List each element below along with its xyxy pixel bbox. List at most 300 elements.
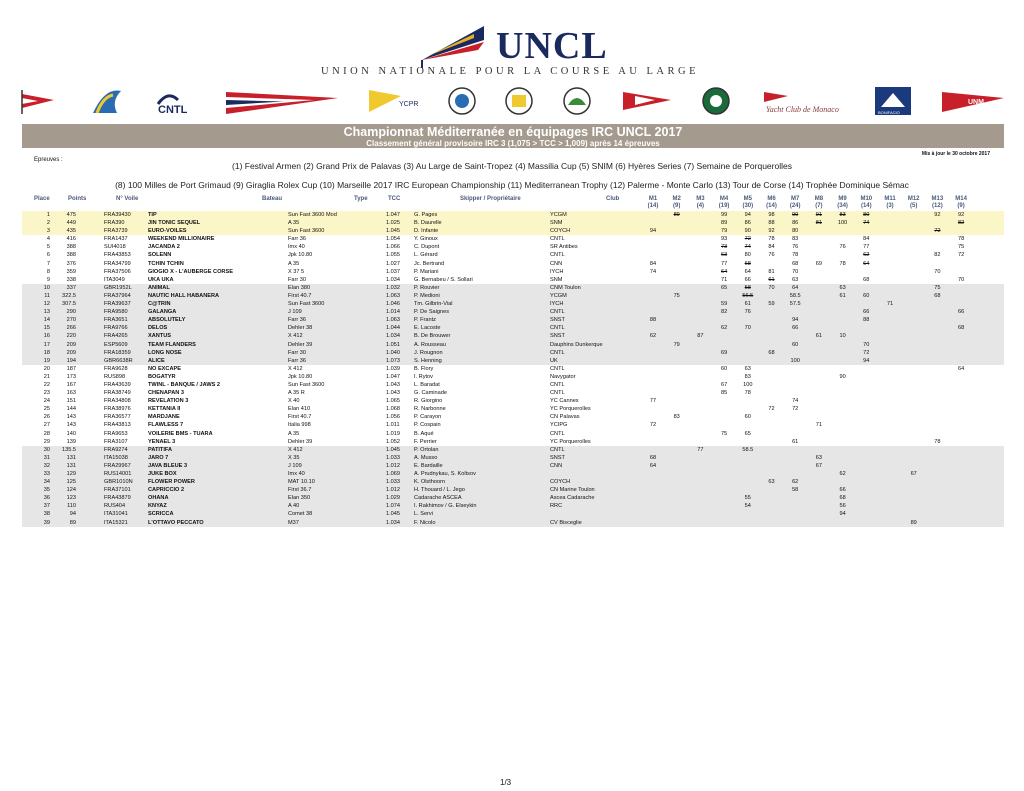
cell-points: 187 [66, 365, 76, 372]
cell-boat: DELOS [148, 325, 168, 332]
cell-sail: FRA9580 [104, 309, 128, 316]
cell-race-score: 64 [863, 260, 870, 267]
table-row [22, 324, 1004, 332]
cell-place: 32 [43, 462, 50, 469]
cell-race-score: 82 [720, 309, 728, 316]
cell-race-score: 72 [863, 349, 870, 356]
cell-race-score: 64 [792, 284, 799, 291]
cell-race-score: 77 [649, 398, 657, 405]
cell-sail: FRA29967 [104, 462, 131, 469]
cell-type: Elan 410 [288, 406, 311, 413]
cell-race-score: 80 [792, 228, 799, 235]
cell-skipper: P. Cospain [414, 422, 441, 429]
cell-type: Imx 40 [288, 471, 305, 477]
championship-title: Championnat Méditerranée en équipages IRC UNCL 2017 [343, 125, 683, 139]
cell-race-score: 63 [720, 252, 728, 259]
cell-type: Sun Fast 3600 [288, 228, 325, 235]
table-row [22, 235, 1004, 243]
cell-race-score: 55 [744, 495, 751, 502]
cell-race-score: 78 [934, 438, 941, 445]
cell-sail: FRA39430 [104, 212, 131, 218]
cell-club: IYCH [550, 301, 564, 308]
cell-boat: TWINL - BANQUE / JAWS 2 [148, 381, 220, 388]
cell-tcc: 1.039 [386, 365, 400, 372]
cell-race-score: 62 [720, 325, 728, 332]
cell-place: 3 [46, 228, 50, 235]
organisation-name: UNION NATIONALE POUR LA COURSE AU LARGE [321, 66, 699, 77]
cell-type: A 35 [288, 430, 300, 437]
cell-skipper: P. De Saignes [414, 309, 450, 316]
cell-tcc: 1.045 [386, 446, 400, 453]
cell-type: X 412 [288, 446, 303, 453]
table-row [22, 519, 1004, 527]
cell-points: 435 [66, 228, 76, 235]
cell-type: X 412 [288, 333, 303, 340]
cell-race-score: 72 [744, 236, 751, 243]
cell-sail: ITA3049 [104, 276, 125, 283]
cell-club: COYCH [550, 228, 571, 235]
cell-type: Farr 36 [288, 357, 307, 364]
cell-tcc: 1.034 [386, 276, 400, 283]
col-race-5 [738, 196, 758, 210]
cell-sail: ITA15321 [104, 519, 128, 526]
race-label: M11 [884, 196, 896, 202]
cell-race-score: 78 [768, 236, 775, 243]
table-row [22, 357, 1004, 365]
cell-sail: RUS898 [104, 373, 126, 380]
table-row [22, 397, 1004, 405]
race-entry-count: (30) [742, 203, 754, 209]
cell-race-score: 63 [744, 365, 751, 372]
cell-type: First 40.7 [288, 292, 312, 299]
cell-skipper: F. Perrier [414, 438, 437, 445]
cell-boat: ALICE [148, 357, 165, 364]
epreuves-label: Epreuves : [34, 157, 63, 163]
cell-race-score: 64 [744, 268, 751, 275]
yacht-club-sail-icon [83, 86, 127, 116]
cell-sail: FRA4265 [104, 333, 128, 340]
cell-race-score: 72 [792, 406, 799, 413]
cell-sail: FRA1437 [104, 236, 128, 243]
cell-tcc: 1.069 [386, 471, 400, 477]
cell-skipper: P. Ortolan [414, 446, 439, 453]
cell-skipper: K. Olsthoorn [414, 479, 446, 486]
cell-race-score: 58 [792, 487, 799, 494]
cell-points: 359 [66, 268, 76, 275]
col-sail: N° Voile [116, 196, 139, 202]
cell-boat: GALANGA [148, 309, 177, 316]
race-entry-count: (34) [837, 203, 848, 209]
flag-stripes-icon [224, 86, 340, 116]
cell-race-score: 77 [697, 446, 704, 453]
cell-boat: ABSOLUTELY [148, 317, 186, 324]
cell-boat: ANIMAL [148, 284, 170, 291]
seal-1-icon [446, 86, 478, 116]
cell-race-score: 78 [839, 260, 846, 267]
cell-race-score: 68 [957, 325, 965, 332]
cell-race-score: 90 [744, 228, 751, 235]
cell-boat: TCHIN TCHIN [148, 260, 184, 267]
table-row [22, 478, 1004, 486]
cell-club: CNN [550, 462, 563, 469]
col-skipper: Skipper / Propriétaire [460, 196, 521, 202]
race-label: M12 [907, 196, 920, 202]
cell-sail: FRA34799 [104, 260, 131, 267]
cell-skipper: A. Musso [414, 454, 438, 461]
cell-skipper: L. Baradat [414, 381, 440, 388]
race-entry-count: (14) [860, 203, 872, 209]
race-entry-count: (5) [910, 203, 918, 209]
cell-club: CN Marine Toulon [550, 487, 595, 494]
cell-skipper: P. Frantz [414, 317, 436, 324]
cell-race-score: 66 [792, 325, 799, 332]
cell-race-score: 56 [839, 503, 846, 510]
cell-race-score: 92 [768, 228, 775, 235]
table-row [22, 292, 1004, 300]
cell-place: 22 [43, 381, 50, 388]
cell-race-score: 83 [839, 212, 846, 218]
cell-skipper: L. Servi [414, 511, 433, 518]
cell-race-score: 83 [744, 373, 751, 380]
seal-2-icon [503, 86, 535, 116]
cell-race-score: 67 [720, 381, 728, 388]
cell-race-score: 70 [768, 284, 775, 291]
cell-race-score: 74 [863, 220, 870, 227]
table-row [22, 430, 1004, 438]
cell-boat: UKA UKA [148, 276, 174, 283]
cell-race-score: 65 [720, 284, 728, 291]
cell-club: CNM Toulon [550, 284, 581, 291]
svg-text:BONIFACIO: BONIFACIO [878, 110, 900, 115]
cell-boat: EURO-VOILES [148, 228, 187, 235]
cell-boat: VOILERIE BMS - TUARA [148, 430, 213, 437]
cell-race-score: 81 [768, 268, 775, 275]
cell-skipper: Tm. Gilbrin-Vial [414, 301, 453, 308]
cell-club: CNTL [550, 446, 565, 453]
results-table-body [22, 211, 1004, 527]
race-label: M13 [931, 196, 944, 202]
document-header [0, 0, 1024, 120]
cell-sail: RUS14001 [104, 471, 132, 477]
cell-points: 144 [66, 406, 76, 413]
table-row [22, 446, 1004, 454]
cell-club: SNST [550, 333, 565, 340]
cell-race-score: 69 [720, 349, 728, 356]
table-row [22, 219, 1004, 227]
cell-race-score: 63 [815, 454, 822, 461]
cell-sail: FRA38749 [104, 390, 131, 397]
cell-tcc: 1.034 [386, 519, 400, 526]
cell-club: SNM [550, 276, 563, 283]
col-race-9 [833, 196, 853, 210]
cell-race-score: 62 [649, 333, 657, 340]
cell-sail: FRA38976 [104, 406, 131, 413]
cell-points: 94 [69, 511, 76, 518]
cell-club: UK [550, 357, 558, 364]
cell-skipper: A. Rousseau [414, 341, 447, 348]
cell-race-score: 56.5 [742, 292, 754, 299]
cell-skipper: I. Rytov [414, 373, 433, 380]
cell-type: First 36.7 [288, 487, 312, 494]
race-entry-count: (12) [932, 203, 943, 209]
cell-type: Elan 380 [288, 284, 311, 291]
cell-race-score: 78 [744, 390, 751, 397]
cell-points: 475 [66, 212, 76, 218]
cell-race-score: 79 [673, 341, 680, 348]
cell-sail: FRA18359 [104, 349, 131, 356]
cell-club: CN Palavas [550, 414, 580, 421]
cell-boat: CAPRICCIO 2 [148, 487, 185, 494]
cell-sail: FRA9274 [104, 446, 128, 453]
cell-type: Dehler 39 [288, 438, 313, 445]
cell-race-score: 63 [839, 284, 846, 291]
cell-type: Farr 36 [288, 317, 307, 324]
col-race-12 [904, 196, 924, 210]
cell-race-score: 72 [768, 406, 775, 413]
cell-place: 19 [43, 357, 50, 364]
cell-race-score: 68 [744, 260, 751, 267]
cell-race-score: 72 [934, 228, 941, 235]
cell-race-score: 71 [720, 276, 728, 283]
cell-points: 449 [66, 220, 76, 227]
cell-sail: ITA31041 [104, 511, 128, 518]
race-entry-count: (24) [789, 203, 801, 209]
events-list-line-1: (1) Festival Armen (2) Grand Prix de Palavas (3) Au Large de Saint-Tropez (4) Massilia Cup (5) SNIM (6) Hyères Series (7) Semaine de Porquerolles [232, 161, 792, 171]
cell-race-score: 70 [863, 341, 870, 348]
cell-sail: FRA37101 [104, 487, 131, 494]
cell-race-score: 57.5 [789, 301, 801, 308]
cell-club: SR Antibes [550, 244, 578, 251]
col-tcc: TCC [388, 196, 401, 202]
race-entry-count: (14) [766, 203, 777, 209]
race-entry-count: (19) [718, 203, 730, 209]
cell-place: 13 [43, 309, 50, 316]
cell-skipper: S. Henning [414, 357, 442, 364]
cell-type: A 35 R [288, 390, 305, 397]
cell-race-score: 63 [792, 276, 799, 283]
cell-boat: L'OTTAVO PECCATO [148, 519, 204, 526]
cell-boat: KNYAZ [148, 503, 167, 510]
cell-sail: SUI4018 [104, 244, 126, 251]
cell-club: YC Cannes [550, 398, 579, 405]
cell-place: 11 [44, 292, 50, 299]
cell-race-score: 60 [863, 292, 870, 299]
cell-tcc: 1.054 [386, 236, 400, 243]
table-row [22, 308, 1004, 316]
cell-race-score: 70 [934, 268, 941, 275]
race-entry-count: (9) [673, 203, 681, 209]
cell-sail: FRA34808 [104, 398, 131, 405]
cell-race-score: 76 [768, 252, 775, 259]
cell-race-score: 70 [957, 276, 965, 283]
cell-race-score: 66 [863, 309, 870, 316]
cell-place: 4 [46, 236, 50, 243]
cell-place: 21 [43, 373, 50, 380]
cell-race-score: 59 [720, 301, 728, 308]
cell-race-score: 100 [790, 357, 800, 364]
cell-tcc: 1.029 [386, 495, 400, 502]
cell-type: J 109 [288, 462, 302, 469]
cell-race-score: 67 [910, 471, 917, 477]
table-row [22, 276, 1004, 284]
cell-boat: LONG NOSE [148, 349, 182, 356]
cell-race-score: 75 [957, 244, 965, 251]
update-date: Mis à jour le 30 octobre 2017 [921, 151, 990, 157]
col-place: Place [34, 196, 50, 202]
cell-race-score: 81 [815, 220, 822, 227]
cell-points: 194 [66, 357, 76, 364]
cell-race-score: 66 [957, 309, 965, 316]
race-label: M2 [672, 196, 681, 202]
cell-club: SNST [550, 454, 565, 461]
race-label: M5 [743, 196, 752, 202]
cell-place: 30 [43, 446, 50, 453]
cell-boat: CHENAPAN 3 [148, 390, 184, 397]
cell-boat: BOGATYR [148, 373, 176, 380]
cell-points: 209 [66, 349, 76, 356]
cell-race-score: 89 [673, 212, 680, 218]
cell-tcc: 1.014 [386, 309, 400, 316]
col-race-3 [690, 196, 710, 210]
cell-boat: NAUTIC HALL HABANERA [148, 292, 220, 299]
sponsor-logo-strip [18, 84, 1008, 118]
cell-skipper: P. Medioni [414, 292, 440, 299]
cell-race-score: 64 [720, 268, 728, 275]
table-row [22, 502, 1004, 510]
cell-sail: GBR6638R [104, 357, 133, 364]
cell-boat: KETTANIA II [148, 406, 181, 413]
cell-race-score: 61 [839, 292, 846, 299]
cell-points: 129 [66, 471, 76, 477]
col-race-6 [762, 196, 782, 210]
cell-tcc: 1.043 [386, 381, 400, 388]
cell-type: A 40 [288, 503, 300, 510]
cell-sail: FRA3651 [104, 317, 128, 324]
cell-tcc: 1.034 [386, 333, 400, 340]
cell-race-score: 60 [720, 365, 728, 372]
cell-race-score: 64 [957, 365, 965, 372]
cell-place: 34 [43, 479, 50, 486]
cell-place: 25 [43, 406, 50, 413]
cell-race-score: 72 [649, 422, 657, 429]
cell-race-score: 83 [792, 236, 799, 243]
cell-tcc: 1.056 [386, 414, 400, 421]
race-entry-count: (9) [957, 203, 965, 209]
cell-points: 307.5 [62, 301, 76, 308]
cell-skipper: J. Rougnon [414, 349, 443, 356]
championship-banner [22, 124, 1004, 148]
cell-tcc: 1.047 [386, 212, 400, 218]
cell-tcc: 1.032 [386, 284, 400, 291]
cell-race-score: 61 [815, 333, 822, 340]
cell-tcc: 1.047 [386, 373, 400, 380]
cell-skipper: H. Thouard / L. Jego [414, 487, 465, 494]
table-row [22, 268, 1004, 276]
cell-race-score: 100 [743, 381, 753, 388]
cell-race-score: 88 [649, 317, 657, 324]
cell-race-score: 68 [934, 292, 941, 299]
cell-boat: FLOWER POWER [148, 479, 195, 486]
table-row [22, 494, 1004, 502]
cell-race-score: 68 [839, 495, 846, 502]
cell-race-score: 75 [934, 284, 941, 291]
cell-tcc: 1.045 [386, 228, 400, 235]
cell-race-score: 90 [839, 373, 846, 380]
cell-race-score: 61 [768, 276, 775, 283]
cell-club: CNTL [550, 309, 565, 316]
cell-place: 7 [46, 260, 50, 267]
cell-boat: WEEKEND MILLIONAIRE [148, 236, 215, 243]
table-row [22, 284, 1004, 292]
race-label: M4 [719, 196, 729, 202]
cell-place: 33 [43, 471, 50, 477]
cell-place: 6 [46, 252, 50, 259]
cell-sail: FRA43639 [104, 381, 131, 388]
col-race-10 [856, 196, 876, 210]
col-race-1 [643, 196, 663, 210]
cell-sail: FRA43879 [104, 495, 131, 502]
cell-type: Sun Fast 3600 [288, 381, 325, 388]
table-row [22, 341, 1004, 349]
cell-sail: FRA37964 [104, 292, 131, 299]
table-row [22, 421, 1004, 429]
cell-place: 37 [43, 503, 50, 510]
cell-tcc: 1.012 [386, 462, 400, 469]
cell-tcc: 1.040 [386, 349, 400, 356]
cell-tcc: 1.019 [386, 430, 400, 437]
cell-race-score: 76 [792, 244, 799, 251]
cell-type: Dehler 38 [288, 325, 313, 332]
cell-club: SNST [550, 317, 565, 324]
cell-race-score: 61 [744, 301, 751, 308]
cell-race-score: 68 [649, 454, 657, 461]
cell-race-score: 75 [673, 292, 680, 299]
table-row [22, 316, 1004, 324]
cell-place: 23 [43, 390, 50, 397]
cell-race-score: 78 [792, 252, 799, 259]
table-row [22, 332, 1004, 340]
cell-type: X 37 5 [288, 268, 305, 275]
cell-race-score: 94 [649, 228, 657, 235]
table-row [22, 510, 1004, 518]
table-row [22, 211, 1004, 219]
cell-type: Sun Fast 3600 [288, 301, 325, 308]
seal-3-icon [699, 86, 733, 116]
cell-race-score: 61 [792, 438, 799, 445]
cell-type: J 109 [288, 309, 302, 316]
cell-club: Navygator [550, 373, 576, 380]
cell-boat: TEAM FLANDERS [148, 341, 196, 348]
events-list-line-2: (8) 100 Milles de Port Grimaud (9) Giraglia Rolex Cup (10) Marseille 2017 IRC European Championship (11) Mediterranean Trophy (12) Palerme - Monte Carlo (13) Tour de Corse (14) Trophée Dominique Sémac [115, 180, 909, 190]
cell-points: 125 [66, 479, 76, 486]
cell-place: 36 [43, 495, 50, 502]
cell-points: 388 [66, 244, 76, 251]
cell-boat: REVELATION 3 [148, 398, 189, 405]
cell-points: 322.5 [62, 292, 76, 299]
col-race-14 [951, 196, 971, 210]
cell-skipper: B. Flory [414, 365, 434, 372]
cell-club: YCGM [550, 292, 567, 299]
table-row [22, 413, 1004, 421]
cell-race-score: 94 [744, 212, 751, 218]
page-number: 1/3 [500, 778, 512, 787]
cell-points: 416 [66, 236, 76, 243]
cell-place: 28 [43, 430, 50, 437]
cell-tcc: 1.012 [386, 487, 400, 494]
col-club: Club [606, 196, 620, 202]
cell-place: 27 [43, 422, 50, 429]
race-label: M10 [860, 196, 873, 202]
